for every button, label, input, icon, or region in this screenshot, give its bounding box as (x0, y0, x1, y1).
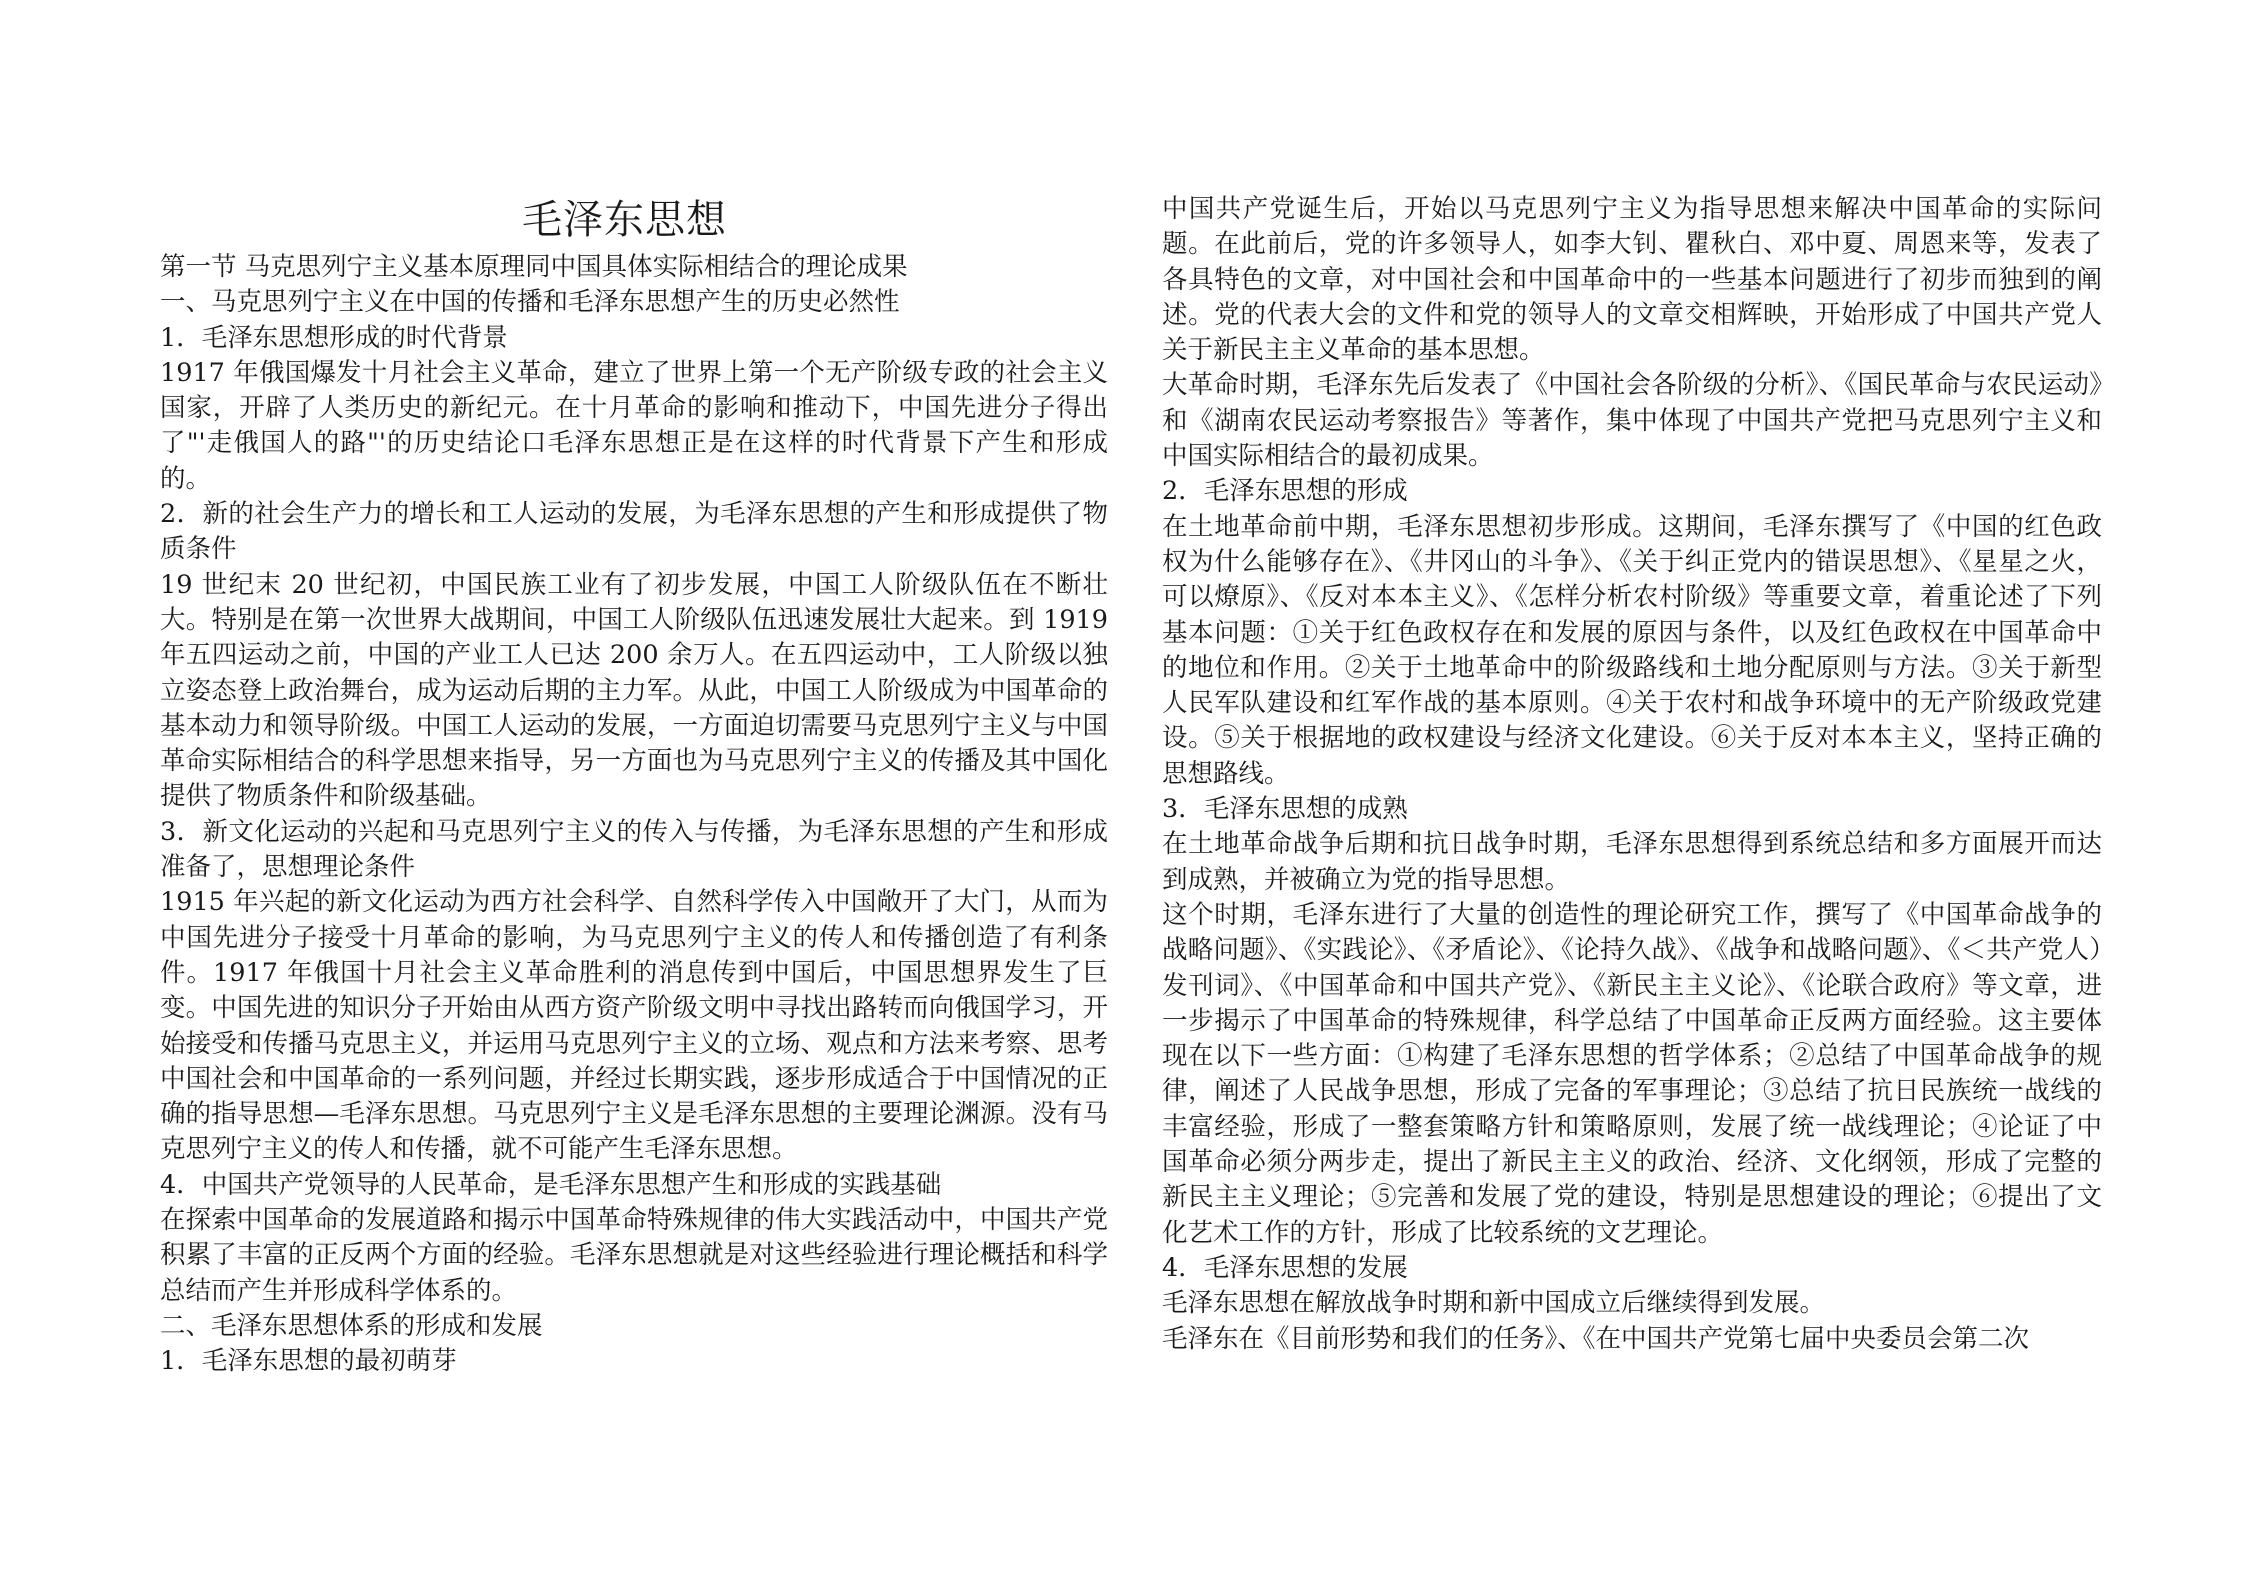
paragraph: 19 世纪末 20 世纪初，中国民族工业有了初步发展，中国工人阶级队伍在不断壮大。特别是在第一次世界大战期间，中国工人阶级队伍迅速发展壮大起来。到 1919 年五四运动之前，中国的产业工人已达 200 余万人。在五四运动中，工人阶级以独立姿态登上政治舞台，成为运动后期的主力军。从此，中国工人阶级成为中国革命的基本动力和领导阶级。中国工人运动的发展，一方面迫切需要马克思列宁主义与中国革命实际相结合的科学思想来指导，另一方面也为马克思列宁主义的传播及其中国化提供了物质条件和阶级基础。 (160, 569, 1108, 812)
subheading: 2．毛泽东思想的形成 (1162, 476, 1408, 507)
paragraph: 在探索中国革命的发展道路和揭示中国革命特殊规律的伟大实践活动中，中国共产党积累了丰富的正反两个方面的经验。毛泽东思想就是对这些经验进行理论概括和科学总结而产生并形成科学体系的。 (160, 1205, 1108, 1306)
paragraph: 在土地革命战争后期和抗日战争时期，毛泽东思想得到系统总结和多方面展开而达到成熟，并被确立为党的指导思想。 (1162, 829, 2102, 895)
subheading: 1．毛泽东思想的最初萌芽 (160, 1346, 457, 1377)
paragraph: 这个时期，毛泽东进行了大量的创造性的理论研究工作，撰写了《中国革命战争的战略问题》、《实践论》、《矛盾论》、《论持久战》、《战争和战略问题》、《＜共产党人）发刊词》、《中国革命和中国共产党》、《新民主主义论》、《论联合政府》等文章，进一步揭示了中国革命的特殊规律，科学总结了中国革命正反两方面经验。这主要体现在以下一些方面：①构建了毛泽东思想的哲学体系；②总结了中国革命战争的规律，阐述了人民战争思想，形成了完备的军事理论；③总结了抗日民族统一战线的丰富经验，形成了一整套策略方针和策略原则，发展了统一战线理论；④论证了中国革命必须分两步走，提出了新民主主义的政治、经济、文化纲领，形成了完整的新民主主义理论；⑤完善和发展了党的建设，特别是思想建设的理论；⑥提出了文化艺术工作的方针，形成了比较系统的文艺理论。 (1162, 899, 2102, 1248)
paragraph: 1917 年俄国爆发十月社会主义革命，建立了世界上第一个无产阶级专政的社会主义国家，开辟了人类历史的新纪元。在十月革命的影响和推动下，中国先进分子得出了"'走俄国人的路"'的历史结论口毛泽东思想正是在这样的时代背景下产生和形成的。 (160, 357, 1108, 494)
paragraph: 中国共产党诞生后，开始以马克思列宁主义为指导思想来解决中国革命的实际问题。在此前后，党的许多领导人，如李大钊、瞿秋白、邓中夏、周恩来等，发表了各具特色的文章，对中国社会和中国革命中的一些基本问题进行了初步而独到的阐述。党的代表大会的文件和党的领导人的文章交相辉映，开始形成了中国共产党人关于新民主主义革命的基本思想。 (1162, 194, 2102, 366)
chapter-heading: 一、马克思列宁主义在中国的传播和毛泽东思想产生的历史必然性 (160, 287, 900, 318)
paragraph: 大革命时期，毛泽东先后发表了《中国社会各阶级的分析》、《国民革命与农民运动》和《湖南农民运动考察报告》等著作，集中体现了中国共产党把马克思列宁主义和中国实际相结合的最初成果。 (1162, 370, 2102, 472)
right-column-text (1162, 192, 2102, 1357)
left-column-text (160, 250, 1108, 1380)
paragraph: 在土地革命前中期，毛泽东思想初步形成。这期间，毛泽东撰写了《中国的红色政权为什么能够存在》、《井冈山的斗争》、《关于纠正党内的错误思想》、《星星之火，可以燎原》、《反对本本主义》、《怎样分析农村阶级》等重要文章，着重论述了下列基本问题：①关于红色政权存在和发展的原因与条件，以及红色政权在中国革命中的地位和作用。②关于土地革命中的阶级路线和土地分配原则与方法。③关于新型人民军队建设和红军作战的基本原则。④关于农村和战争环境中的无产阶级政党建设。⑤关于根据地的政权建设与经济文化建设。⑥关于反对本本主义，坚持正确的思想路线。 (1162, 511, 2102, 789)
paragraph: 毛泽东在《目前形势和我们的任务》、《在中国共产党第七届中央委员会第二次 (1162, 1323, 2030, 1354)
paragraph: 毛泽东思想在解放战争时期和新中国成立后继续得到发展。 (1162, 1288, 1826, 1319)
subheading: 3．新文化运动的兴起和马克思列宁主义的传入与传播，为毛泽东思想的产生和形成准备了，思想理论条件 (160, 816, 1108, 883)
chapter-heading: 二、毛泽东思想体系的形成和发展 (160, 1310, 543, 1341)
section-heading: 第一节 马克思列宁主义基本原理同中国具体实际相结合的理论成果 (160, 252, 908, 282)
subheading: 2．新的社会生产力的增长和工人运动的发展，为毛泽东思想的产生和形成提供了物质条件 (160, 499, 1108, 565)
document-title: 毛泽东思想 (522, 197, 727, 243)
subheading: 1．毛泽东思想形成的时代背景 (160, 322, 508, 353)
subheading: 4．中国共产党领导的人民革命，是毛泽东思想产生和形成的实践基础 (160, 1169, 942, 1200)
subheading: 3．毛泽东思想的成熟 (1162, 794, 1408, 825)
subheading: 4．毛泽东思想的发展 (1162, 1252, 1408, 1283)
paragraph: 1915 年兴起的新文化运动为西方社会科学、自然科学传入中国敞开了大门，从而为中国先进分子接受十月革命的影响，为马克思列宁主义的传人和传播创造了有利条件。1917 年俄国十月社会主义革命胜利的消息传到中国后，中国思想界发生了巨变。中国先进的知识分子开始由从西方资产阶级文明中寻找出路转而向俄国学习，开始接受和传播马克思主义，并运用马克思列宁主义的立场、观点和方法来考察、思考中国社会和中国革命的一系列问题，并经过长期实践，逐步形成适合于中国情况的正确的指导思想—毛泽东思想。马克思列宁主义是毛泽东思想的主要理论渊源。没有马克思列宁主义的传人和传播，就不可能产生毛泽东思想。 (160, 887, 1108, 1165)
